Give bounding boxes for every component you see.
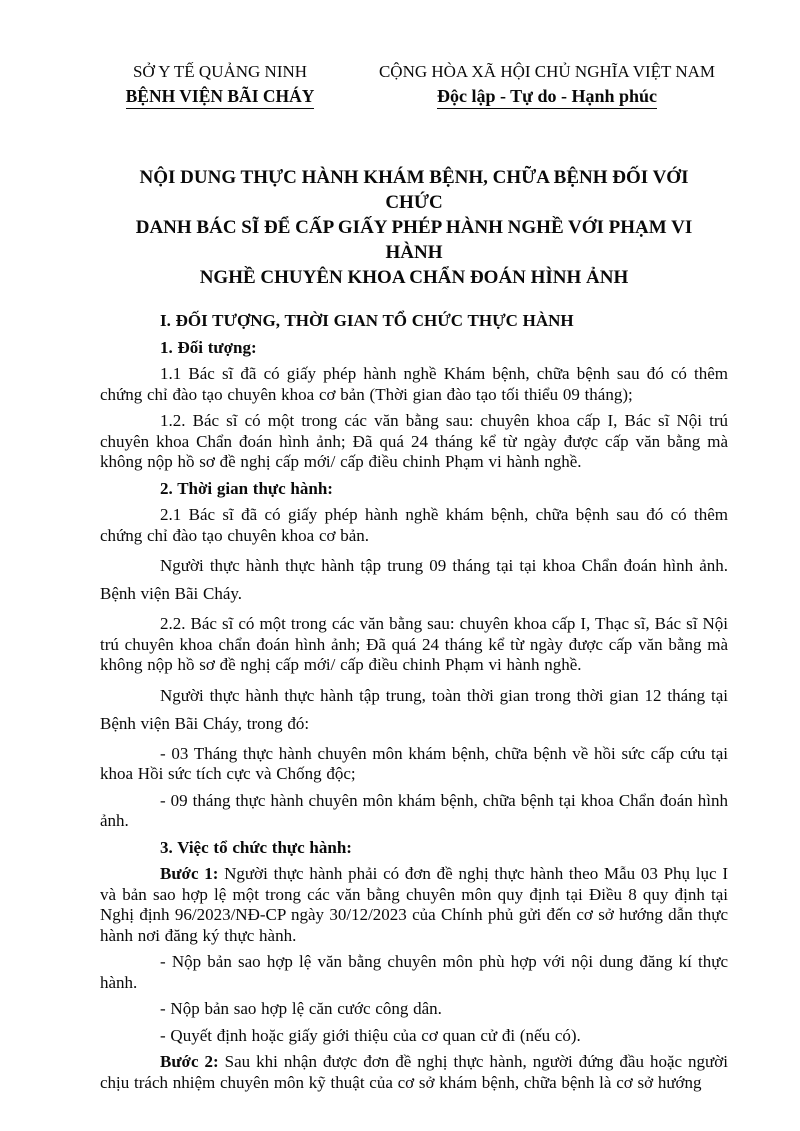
list-item-citizen-id: - Nộp bản sao hợp lệ căn cước công dân. [160, 999, 442, 1018]
national-motto-text: Độc lập - Tự do - Hạnh phúc [437, 84, 657, 109]
step-1-label: Bước 1: [160, 864, 219, 883]
national-title: CỘNG HÒA XÃ HỘI CHỦ NGHĨA VIỆT NAM [378, 62, 716, 81]
subheading-3-to-chuc: 3. Việc tổ chức thực hành: [160, 837, 352, 857]
step-1-text: Người thực hành phải có đơn đề nghị thực hành theo Mẫu 03 Phụ lục I và bản sao hợp lệ một trong các văn bằng chuyên môn quy định tại Điều 8 quy định tại Nghị định 96/2023/NĐ-CP ngày 30/12/2023 của Chính phủ gửi đến cơ sở hướng dẫn thực hành nơi đăng ký thực hành. [100, 864, 728, 945]
paragraph-practice-09-months: Người thực hành thực hành tập trung 09 tháng tại tại khoa Chẩn đoán hình ảnh. Bệnh viện Bãi Cháy. [100, 556, 728, 603]
hospital-name [100, 84, 340, 109]
subheading-2-thoi-gian: 2. Thời gian thực hành: [160, 478, 333, 498]
subheading-1-doi-tuong: 1. Đối tượng: [160, 337, 257, 357]
list-item-03-months: - 03 Tháng thực hành chuyên môn khám bệnh, chữa bệnh về hồi sức cấp cứu tại khoa Hồi sức tích cực và Chống độc; [100, 743, 728, 783]
document-title [109, 165, 719, 290]
list-item-copy-diploma: - Nộp bản sao hợp lệ văn bằng chuyên môn phù hợp với nội dung đăng kí thực hành. [100, 952, 728, 992]
paragraph-practice-12-months: Người thực hành thực hành tập trung, toàn thời gian trong thời gian 12 tháng tại Bệnh viện Bãi Cháy, trong đó: [100, 685, 728, 733]
step-2-text: Sau khi nhận được đơn đề nghị thực hành, người đứng đầu hoặc người chịu trách nhiệm chuyên môn kỹ thuật của cơ sở khám bệnh, chữa bệnh là cơ sở hướng [100, 1052, 728, 1092]
issuing-org-block [100, 60, 340, 109]
letterhead [100, 60, 728, 109]
national-motto [366, 84, 728, 109]
step-2-label: Bước 2: [160, 1052, 219, 1071]
list-item-referral-letter: - Quyết định hoặc giấy giới thiệu của cơ quan cử đi (nếu có). [160, 1025, 581, 1045]
paragraph-step-2 [100, 1052, 728, 1093]
paragraph-2-2: 2.2. Bác sĩ có một trong các văn bằng sau: chuyên khoa cấp I, Thạc sĩ, Bác sĩ Nội trú chuyên khoa chẩn đoán hình ảnh; Đã quá 24 tháng kể từ ngày được cấp văn bằng mà không nộp hồ sơ đề nghị cấp mới/ cấp điều chinh Phạm vi hành nghề. [100, 614, 728, 674]
hospital-name-text: BỆNH VIỆN BÃI CHÁY [126, 84, 315, 109]
document-title-line-3: NGHỀ CHUYÊN KHOA CHẨN ĐOÁN HÌNH ẢNH [199, 267, 629, 288]
paragraph-1-2: 1.2. Bác sĩ có một trong các văn bằng sau: chuyên khoa cấp I, Bác sĩ Nội trú chuyên khoa Chẩn đoán hình ảnh; Đã quá 24 tháng kể từ ngày được cấp văn bằng mà không nộp hồ sơ đề nghị cấp mới/ cấp điều chinh Phạm vi hành nghề. [100, 411, 728, 471]
paragraph-step-1 [100, 864, 728, 946]
department-name: SỞ Y TẾ QUẢNG NINH [132, 62, 308, 81]
national-header-block [366, 60, 728, 109]
section-heading-i: I. ĐỐI TƯỢNG, THỜI GIAN TỔ CHỨC THỰC HÀNH [160, 311, 574, 330]
paragraph-2-1: 2.1 Bác sĩ đã có giấy phép hành nghề khám bệnh, chữa bệnh sau đó có thêm chứng chỉ đào tạo chuyên khoa cơ bản. [100, 505, 728, 545]
document-title-line-2: DANH BÁC SĨ ĐỂ CẤP GIẤY PHÉP HÀNH NGHỀ VỚI PHẠM VI HÀNH [135, 217, 693, 263]
document-title-line-1: NỘI DUNG THỰC HÀNH KHÁM BỆNH, CHỮA BỆNH ĐỐI VỚI CHỨC [139, 167, 689, 213]
paragraph-1-1: 1.1 Bác sĩ đã có giấy phép hành nghề Khám bệnh, chữa bệnh sau đó có thêm chứng chỉ đào tạo chuyên khoa cơ bản (Thời gian đào tạo tối thiểu 09 tháng); [100, 364, 728, 404]
list-item-09-months: - 09 tháng thực hành chuyên môn khám bệnh, chữa bệnh tại khoa Chẩn đoán hình ảnh. [100, 790, 728, 830]
